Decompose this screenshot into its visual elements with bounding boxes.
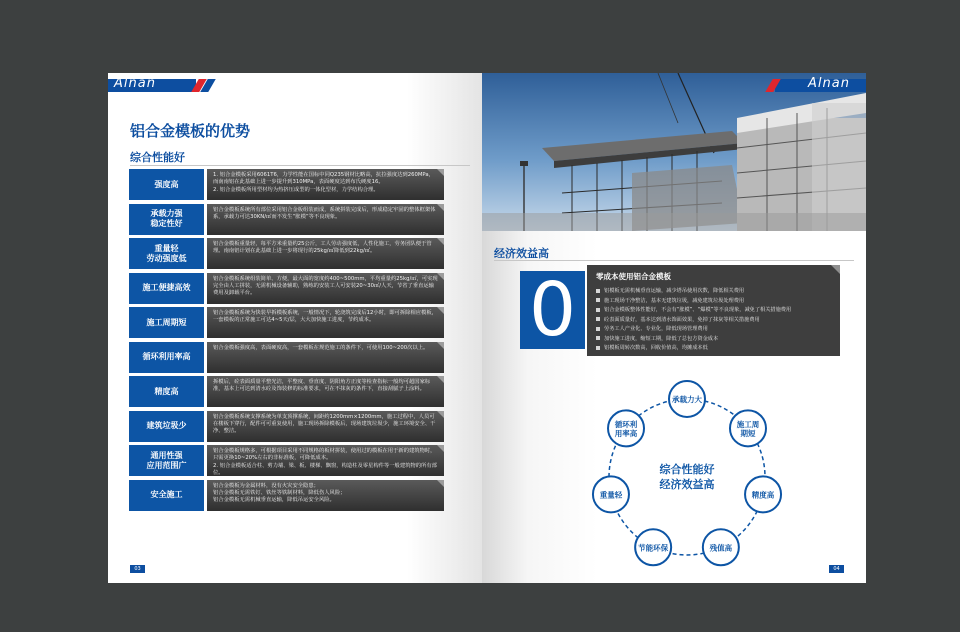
big-zero-digit: 0 <box>520 271 585 349</box>
cost-item-text: 劳务工人产业化、专业化，降低现场管理费用 <box>604 326 708 332</box>
wheel-node <box>593 476 629 512</box>
cost-item <box>596 344 708 351</box>
wheel-center-text: 综合性能好 <box>659 463 715 476</box>
advantage-description: 铝合金模板强度高，表面硬度高，一套模板在规范施工的条件下，可使用100~200次以上。 <box>207 342 444 373</box>
wheel-node-label: 精度高 <box>751 490 775 500</box>
wheel-node-label: 节能环保 <box>638 543 669 553</box>
advantage-label: 通用性强 应用范围广 <box>129 445 204 476</box>
cost-item <box>596 316 760 323</box>
wheel-node-label: 循环利用率高 <box>614 419 638 438</box>
page-number: 03 <box>130 565 145 573</box>
cost-panel <box>587 265 840 356</box>
wheel-node <box>730 410 766 446</box>
cost-item <box>596 325 708 332</box>
bullet-icon <box>596 308 600 312</box>
bullet-icon <box>596 336 600 340</box>
advantage-description: 铝合金模板为金属材料，没有火灾安全隐患； 铝合金模板无需铁钉、铁丝等铁制材料，降低伤人风险； 铝合金模板无需机械垂直运输，降低吊运安全风险。 <box>207 480 444 511</box>
section-subtitle: 综合性能好 <box>130 151 185 164</box>
advantage-row <box>129 307 444 338</box>
advantage-label: 施工便捷高效 <box>129 273 204 304</box>
cost-panel-title: 零成本使用铝合金模板 <box>596 272 671 281</box>
construction-photo <box>482 73 866 231</box>
advantage-row <box>129 238 444 269</box>
wheel-node <box>703 529 739 565</box>
advantage-label: 承载力强 稳定性好 <box>129 204 204 235</box>
wheel-node-label: 残值高 <box>709 543 733 553</box>
advantage-row <box>129 411 444 442</box>
cost-item-text: 铝模板周转次数高，回收价值高，均摊成本低 <box>604 345 708 351</box>
benefit-wheel <box>582 375 792 577</box>
right-page <box>482 73 866 583</box>
cost-item-text: 加快施工进度，缩短工期，降低了总包方资金成本 <box>604 335 719 342</box>
advantage-description: 铝合金模板系统所有部位采用铝合金板组装而成，系统拼装完成后，形成稳定牢固的整体框架体系，承载力可达30KN/㎡而不发生“胀模”等不良现象。 <box>207 204 444 235</box>
advantage-row <box>129 445 444 476</box>
section-divider <box>494 260 854 261</box>
bullet-icon <box>596 289 600 293</box>
cost-item-text: 施工现场干净整洁，基本无建筑垃圾，减免建筑垃圾处理费用 <box>604 297 745 304</box>
advantage-description: 铝合金模板重量轻，每平方米重量约25公斤，工人劳动强度低，人性化施工，劳务团队便于管理。南南铝计划在此基础上进一步将现行的25kg/㎡降低到22kg/㎡。 <box>207 238 444 269</box>
advantage-description: 铝合金模板系统为快装早拆模板系统，一般情况下，轮浇筑完成后12小时，即可拆除相应模板，一套模板的正常施工可达4~5天/层，大大加快施工进度，节约成本。 <box>207 307 444 338</box>
advantage-row <box>129 342 444 373</box>
bullet-icon <box>596 298 600 302</box>
advantage-label: 精度高 <box>129 376 204 407</box>
advantage-label: 重量轻 劳动强度低 <box>129 238 204 269</box>
advantage-label: 循环利用率高 <box>129 342 204 373</box>
advantage-description: 铝合金模板系统支撑系统为单支顶撑系统，间距约1200mm×1200mm，施工过程中，人员可在楼板下穿行，配件可可重复使用，施工现场拆除模板后，现场建筑垃圾少，施工环境安全、干净、整洁。 <box>207 411 444 442</box>
wheel-node-label: 承载力大 <box>672 395 702 404</box>
cost-item <box>596 335 718 342</box>
advantage-label: 建筑垃圾少 <box>129 411 204 442</box>
advantage-row <box>129 376 444 407</box>
cost-item <box>596 306 791 313</box>
advantage-label: 强度高 <box>129 169 204 200</box>
advantage-row <box>129 204 444 235</box>
advantage-description: 铝合金模板系统组装简单、方便，最大面的宽度约400~500mm，平均重量约25kg/㎡，可实现完全由人工拼装，无需机械设备辅助，熟练的安装工人可安装20~30㎡/人天，节省了垂直运输费用及卸载平台。 <box>207 273 444 304</box>
section-title: 经济效益高 <box>494 247 549 260</box>
bullet-icon <box>596 317 600 321</box>
advantage-label: 施工周期短 <box>129 307 204 338</box>
bullet-icon <box>596 346 600 350</box>
cost-item-text: 砼表面质量好，基本达到清水饰面效果，免掉了抹灰等相关措施费用 <box>604 316 760 323</box>
advantage-label: 安全施工 <box>129 480 204 511</box>
subtitle-divider <box>130 165 470 166</box>
cost-item <box>596 287 744 294</box>
advantage-description: 铝合金模板规格多，可根据项目采用不同规格的板材拼装，使用过的模板在用于新的建筑物时，只需更换10~20%左右的非标准板，可降低成本。 2. 铝合金模板适合柱、剪力墙、梁、板、楼梯、飘窗，构造柱及零星构件等一般建筑物的所有部位。 <box>207 445 444 476</box>
advantage-description: 拆模后，砼表面质量平整光洁，平整度、垂直度、阴阳角方正度等检查指标一般均可超国家标准，基本上可达到清水砼及饰装修的标准要求，可在不抹灰的条件下，直接刮腻子上涂料。 <box>207 376 444 407</box>
wheel-node <box>745 476 781 512</box>
brand-logo-right: Alnan <box>808 76 850 91</box>
bullet-icon <box>596 327 600 331</box>
cost-item-text: 铝模板无需机械垂直运输，减少塔吊使用次数，降低相关费用 <box>604 288 745 294</box>
wheel-node <box>608 410 644 446</box>
wheel-node-label: 施工周期短 <box>736 419 760 438</box>
advantage-description: 1. 铝合金模板采用6061T6，力学性能在国标中同Q235钢材比略高，抗拉强度达到260MPa，而南南铝在此基础上进一步提升到310MPa，表面硬度达到布氏硬度16。 2. 铝合金模板所用型材均为热挤压成型的一体化型材，力学结构合理。 <box>207 169 444 200</box>
cost-item <box>596 297 744 304</box>
advantage-row <box>129 480 444 511</box>
wheel-node <box>669 381 705 417</box>
advantage-row <box>129 273 444 304</box>
page-number-right: 04 <box>829 565 844 573</box>
wheel-node <box>635 529 671 565</box>
brand-logo: Alnan <box>114 76 156 91</box>
advantage-row <box>129 169 444 200</box>
left-page <box>108 73 482 583</box>
wheel-node-label: 重量轻 <box>599 490 623 500</box>
cost-item-text: 铝合金模板整体性能好，不会有“胀模”、“爆模”等不良现象，减免了相关措施费用 <box>604 307 792 313</box>
wheel-center-text: 经济效益高 <box>659 478 715 491</box>
page-title: 铝合金模板的优势 <box>130 122 251 140</box>
